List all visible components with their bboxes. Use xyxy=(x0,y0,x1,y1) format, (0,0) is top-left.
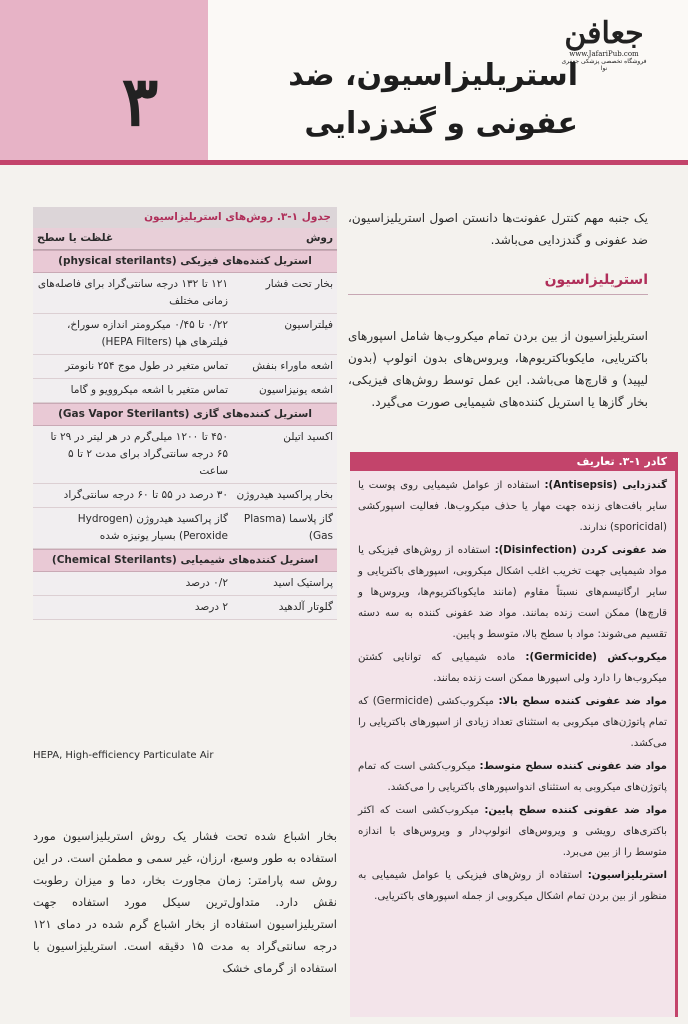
conc-cell: تماس متغیر در طول موج ۲۵۴ نانومتر xyxy=(65,360,228,372)
definition-term: مواد ضد عفونی کننده سطح بالا: xyxy=(498,696,667,707)
method-cell: پراستیک اسید xyxy=(273,577,333,589)
method-cell: گاز پلاسما (Plasma Gas) xyxy=(243,513,333,542)
steam-paragraph: بخار اشباع شده تحت فشار یک روش استریلیزاسیون مورد استفاده به طور وسیع، ارزان، غیر سمی و مطمئن است. در این روش سه پارامتر: زمان مجاورت بخار، دما و میزان رطوبت نقش دارد. متداول‌ترین سیکل مورد استفاده جهت استریلیزاسیون استفاده از بخار اشباع گرم شده در دمای ۱۲۱ درجه سانتی‌گراد به مدت ۱۵ دقیقه است. استریلیزاسیون با استفاده از گرمای خشک xyxy=(33,829,337,975)
table-row xyxy=(33,484,337,508)
conc-cell: ۲ درصد xyxy=(194,601,228,613)
table-section-title: استریل کننده‌های شیمیایی (Chemical Sterilants) xyxy=(33,549,337,572)
definition-item xyxy=(358,475,667,538)
definition-text: میکروب‌کشی است که تمام پاتوژن‌های میکروبی به استثنای اندواسپورهای باکتریایی را می‌کشد. xyxy=(358,761,667,793)
table-section-title: استریل کننده‌های گازی (Gas Vapor Sterilants) xyxy=(33,403,337,426)
definition-text: استفاده از روش‌های فیزیکی یا عوامل شیمیایی به منظور از بین بردن تمام اشکال میکروبی از جمله اسپورهای باکتریایی. xyxy=(358,870,667,902)
definition-item xyxy=(358,800,667,863)
definition-item xyxy=(358,691,667,754)
intro-paragraph: یک جنبه مهم کنترل عفونت‌ها دانستن اصول استریلیزاسیون، ضد عفونی و گندزدایی می‌باشد. xyxy=(348,211,648,247)
method-cell: اشعه یونیزاسیون xyxy=(259,384,333,396)
publisher-logo xyxy=(560,18,648,72)
definition-term: ضد عفونی کردن (Disinfection): xyxy=(494,545,667,556)
section-heading: استریلیزاسیون xyxy=(348,272,648,295)
definition-item xyxy=(358,647,667,689)
definition-item xyxy=(358,865,667,907)
conc-cell: ۴۵۰ تا ۱۲۰۰ میلی‌گرم در هر لیتر در ۲۹ تا ۶۵ درجه سانتی‌گراد برای مدت ۲ تا ۵ ساعت xyxy=(50,431,228,477)
definition-item xyxy=(358,756,667,798)
definition-item xyxy=(358,540,667,645)
column-concentration: غلظت یا سطح xyxy=(37,232,114,244)
header-divider xyxy=(0,160,688,165)
table-row xyxy=(33,273,337,314)
definition-term: استریلیزاسیون: xyxy=(587,870,667,881)
conc-cell: تماس متغیر با اشعه میکروویو و گاما xyxy=(70,384,228,396)
column-method: روش xyxy=(305,232,333,244)
sterilization-paragraph: استریلیزاسیون از بین بردن تمام میکروب‌ها شامل اسپورهای باکتریایی، مایکوباکتریوم‌ها، ویروس‌های بدون انولوپ (بدون لیپید) و قارچ‌ها می‌باشد. این عمل توسط روش‌های فیزیکی، بخار گازها یا استریل کننده‌های شیمیایی صورت می‌گیرد. xyxy=(348,329,648,409)
table-row xyxy=(33,355,337,379)
table-row xyxy=(33,379,337,403)
method-cell: گلوتار آلدهید xyxy=(278,601,333,613)
definition-term: مواد ضد عفونی کننده سطح پایین: xyxy=(484,805,667,816)
conc-cell: ۰/۲۲ تا ۰/۴۵ میکرومتر اندازه سوراخ، فیلترهای هپا (HEPA Filters) xyxy=(66,319,228,348)
method-cell: فیلتراسیون xyxy=(284,319,333,331)
conc-cell: گاز پراکسید هیدروژن (Hydrogen Peroxide) بسیار یونیزه شده xyxy=(77,513,228,542)
definition-term: میکروب‌کش (Germicide): xyxy=(525,652,668,663)
sterilization-methods-table xyxy=(33,207,337,620)
definitions-box xyxy=(350,452,678,1017)
logo-subtitle: فروشگاه تخصصی پزشکی جعفری نوا xyxy=(561,58,647,72)
method-cell: بخار تحت فشار xyxy=(265,278,333,290)
box-body xyxy=(350,471,675,913)
definition-text: میکروب‌کشی (Germicide) که تمام پاتوژن‌های میکروبی به استثنای تعداد زیادی از اسپورهای باکتریایی را می‌کشد. xyxy=(358,696,667,749)
table-footnote: HEPA, High-efficiency Particulate Air xyxy=(33,750,214,761)
table-row xyxy=(33,508,337,549)
definition-term: گندزدایی (Antisepsis): xyxy=(544,480,667,491)
table-section-title: استریل کننده‌های فیزیکی (physical sterilants) xyxy=(33,250,337,273)
conc-cell: ۰/۲ درصد xyxy=(185,577,228,589)
conc-cell: ۳۰ درصد در ۵۵ تا ۶۰ درجه سانتی‌گراد xyxy=(63,489,228,501)
conc-cell: ۱۲۱ تا ۱۳۲ درجه سانتی‌گراد برای فاصله‌های زمانی مختلف xyxy=(37,278,228,307)
table-row xyxy=(33,314,337,355)
logo-url: www.JafariPub.com xyxy=(569,50,639,58)
method-cell: اشعه ماوراء بنفش xyxy=(252,360,333,372)
table-row xyxy=(33,426,337,484)
definition-text: ماده شیمیایی که توانایی کشتن میکروب‌ها را دارد ولی اسپورها ممکن است زنده بمانند. xyxy=(358,652,667,684)
table-header xyxy=(33,228,337,250)
method-cell: بخار پراکسید هیدروژن xyxy=(236,489,333,501)
table-row xyxy=(33,596,337,620)
definition-text: استفاده از روش‌های فیزیکی یا مواد شیمیایی جهت تخریب اغلب اشکال میکروبی، اسپورهای باکتریایی و سایر ارگانیسم‌های نسبتاً مقاوم (مانند مایکوباکتریوم‌ها، ویروس‌ها و قارچ‌ها) ممکن است زنده بمانند. مواد ضد عفونی کننده به سه دسته تقسیم می‌شوند: مواد با سطح بالا، متوسط و پایین. xyxy=(358,545,667,640)
method-cell: اکسید اتیلن xyxy=(283,431,333,443)
table-row xyxy=(33,572,337,596)
box-title: کادر ۱-۳. تعاریف xyxy=(350,452,675,471)
chapter-title: استریلیزاسیون، ضد عفونی و گندزدایی xyxy=(288,58,578,141)
definition-term: مواد ضد عفونی کننده سطح متوسط: xyxy=(479,761,667,772)
logo-mark: جعافن xyxy=(564,16,644,51)
definition-text: میکروب‌کشی است که اکثر باکتری‌های رویشی و ویروس‌های انولوپ‌دار و ویروس‌های با اندازه متوسط را از بین می‌برد. xyxy=(358,805,667,858)
chapter-header xyxy=(0,0,688,165)
definition-text: استفاده از عوامل شیمیایی روی پوست یا سایر بافت‌های زنده جهت مهار یا حذف میکروب‌ها. فعالیت اسپورکشی (sporicidal) ندارند. xyxy=(358,480,667,533)
chapter-number: ۳ xyxy=(121,62,159,142)
table-caption: جدول ۱-۳. روش‌های استریلیزاسیون xyxy=(33,207,337,228)
